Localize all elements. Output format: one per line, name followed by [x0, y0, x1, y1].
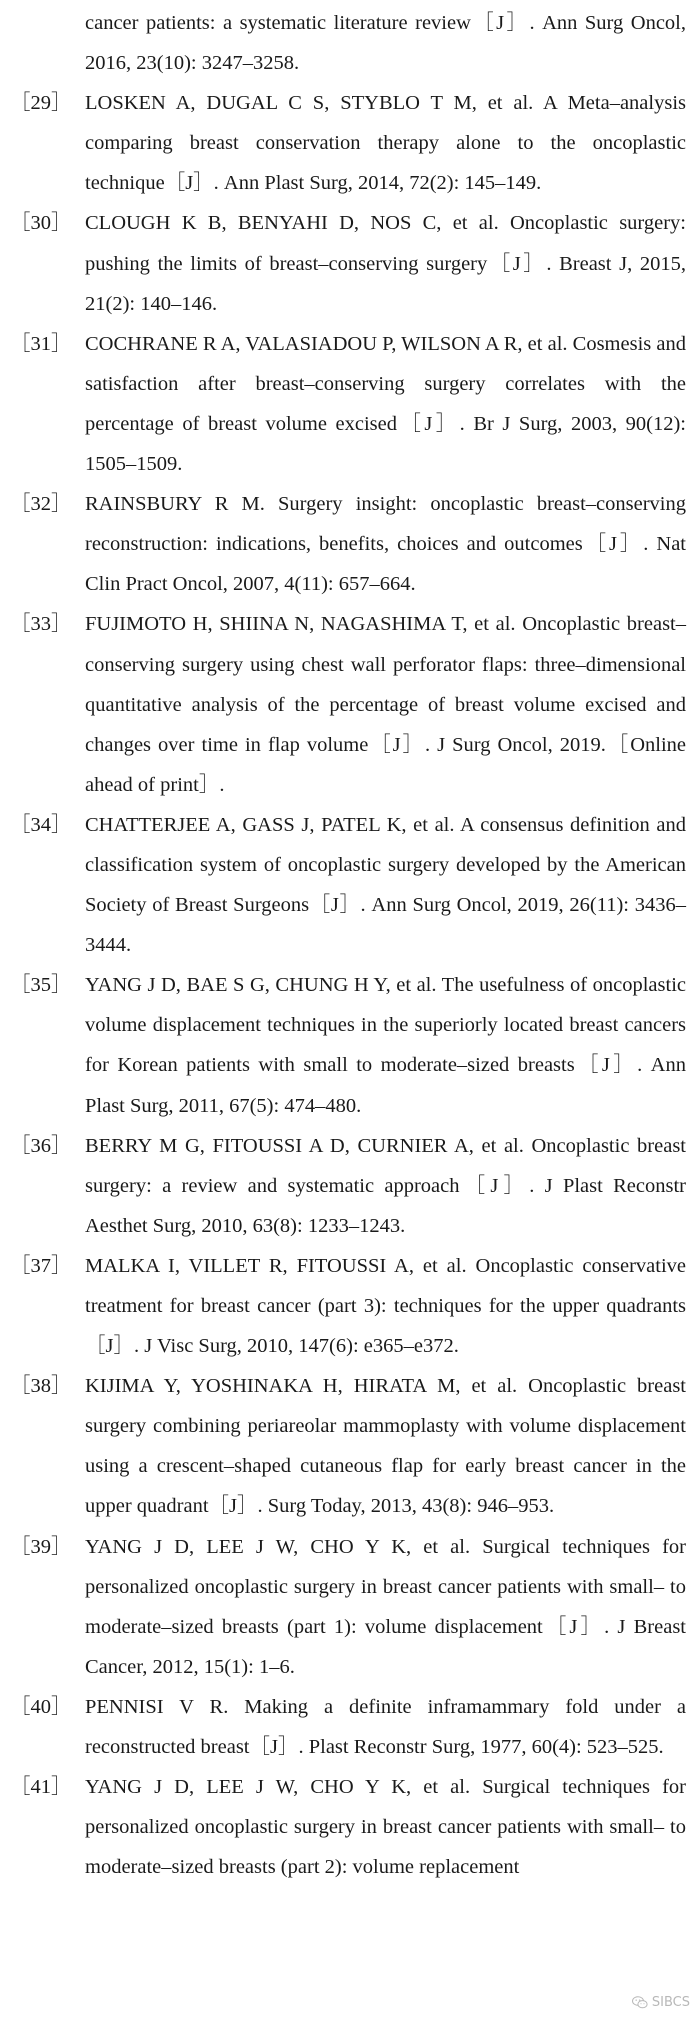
- reference-list: [10, 3, 686, 1887]
- wechat-icon: [632, 1996, 648, 2009]
- reference-item: [10, 1767, 686, 1887]
- reference-item: [10, 1126, 686, 1246]
- reference-number: ［40］: [10, 1695, 72, 1718]
- reference-item: [10, 1527, 686, 1687]
- reference-number: ［30］: [10, 212, 72, 235]
- reference-text: YANG J D, LEE J W, CHO Y K, et al. Surgical techniques for personalized oncoplastic surgery in breast cancer patients with small– to moderate–sized breasts (part 1): volume displacement［J］. J Breast Cancer, 2012, 15(1): 1–6.: [85, 1535, 686, 1678]
- reference-number: ［33］: [10, 613, 72, 636]
- reference-text: CLOUGH K B, BENYAHI D, NOS C, et al. Oncoplastic surgery: pushing the limits of breast–conserving surgery［J］. Breast J, 2015, 21(2): 140–146.: [85, 212, 686, 315]
- reference-number: ［36］: [10, 1134, 72, 1157]
- reference-item: [10, 965, 686, 1125]
- reference-text: PENNISI V R. Making a definite inframammary fold under a reconstructed breast［J］. Plast Reconstr Surg, 1977, 60(4): 523–525.: [85, 1695, 686, 1759]
- reference-number: ［35］: [10, 974, 72, 997]
- reference-text: BERRY M G, FITOUSSI A D, CURNIER A, et al. Oncoplastic breast surgery: a review and systematic approach［J］. J Plast Reconstr Aesthet Surg, 2010, 63(8): 1233–1243.: [85, 1134, 686, 1237]
- reference-number: ［39］: [10, 1535, 72, 1558]
- reference-item: [10, 484, 686, 604]
- reference-item: [10, 83, 686, 203]
- reference-item: [10, 604, 686, 804]
- reference-number: ［37］: [10, 1254, 72, 1277]
- reference-number: ［38］: [10, 1375, 72, 1398]
- reference-text: RAINSBURY R M. Surgery insight: oncoplastic breast–conserving reconstruction: indications, benefits, choices and outcomes［J］. Nat Clin Pract Oncol, 2007, 4(11): 657–664.: [85, 493, 686, 596]
- reference-number: ［41］: [10, 1776, 72, 1799]
- reference-number: ［29］: [10, 92, 72, 115]
- reference-number: ［31］: [10, 332, 72, 355]
- reference-item: [10, 1687, 686, 1767]
- reference-number: ［34］: [10, 813, 72, 836]
- reference-item: [10, 805, 686, 965]
- reference-item: [10, 203, 686, 323]
- reference-text: YANG J D, BAE S G, CHUNG H Y, et al. The usefulness of oncoplastic volume displacement techniques in the superiorly located breast cancers for Korean patients with small to moderate–sized breasts［J］. Ann Plast Surg, 2011, 67(5): 474–480.: [85, 974, 686, 1117]
- reference-text: YANG J D, LEE J W, CHO Y K, et al. Surgical techniques for personalized oncoplastic surgery in breast cancer patients with small– to moderate–sized breasts (part 2): volume replacement: [85, 1776, 686, 1879]
- reference-text: CHATTERJEE A, GASS J, PATEL K, et al. A consensus definition and classification system of oncoplastic surgery developed by the American Society of Breast Surgeons［J］. Ann Surg Oncol, 2019, 26(11): 3436–3444.: [85, 813, 686, 957]
- reference-item: [10, 324, 686, 484]
- watermark-text: SIBCS: [651, 1995, 690, 2010]
- reference-item: [10, 1366, 686, 1526]
- reference-text: LOSKEN A, DUGAL C S, STYBLO T M, et al. A Meta–analysis comparing breast conservation therapy alone to the oncoplastic technique［J］. Ann Plast Surg, 2014, 72(2): 145–149.: [85, 92, 686, 195]
- reference-text: KIJIMA Y, YOSHINAKA H, HIRATA M, et al. Oncoplastic breast surgery combining periareolar mammoplasty with volume displacement using a crescent–shaped cutaneous flap for early breast cancer in the upper quadrant［J］. Surg Today, 2013, 43(8): 946–953.: [85, 1375, 686, 1518]
- reference-item: [10, 1246, 686, 1366]
- watermark: [632, 1995, 690, 2010]
- reference-item: [10, 3, 686, 83]
- reference-text: MALKA I, VILLET R, FITOUSSI A, et al. Oncoplastic conservative treatment for breast cancer (part 3): techniques for the upper quadrants［J］. J Visc Surg, 2010, 147(6): e365–e372.: [85, 1254, 686, 1358]
- reference-text: cancer patients: a systematic literature review［J］. Ann Surg Oncol, 2016, 23(10): 3247–3258.: [85, 12, 686, 75]
- reference-text: COCHRANE R A, VALASIADOU P, WILSON A R, et al. Cosmesis and satisfaction after breast–conserving surgery correlates with the percentage of breast volume excised［J］. Br J Surg, 2003, 90(12): 1505–1509.: [85, 332, 686, 476]
- reference-text: FUJIMOTO H, SHIINA N, NAGASHIMA T, et al. Oncoplastic breast–conserving surgery using chest wall perforator flaps: three–dimensional quantitative analysis of the percentage of breast volume excised and changes over time in flap volume［J］. J Surg Oncol, 2019.［Online ahead of print］.: [85, 613, 686, 796]
- reference-number: ［32］: [10, 493, 72, 516]
